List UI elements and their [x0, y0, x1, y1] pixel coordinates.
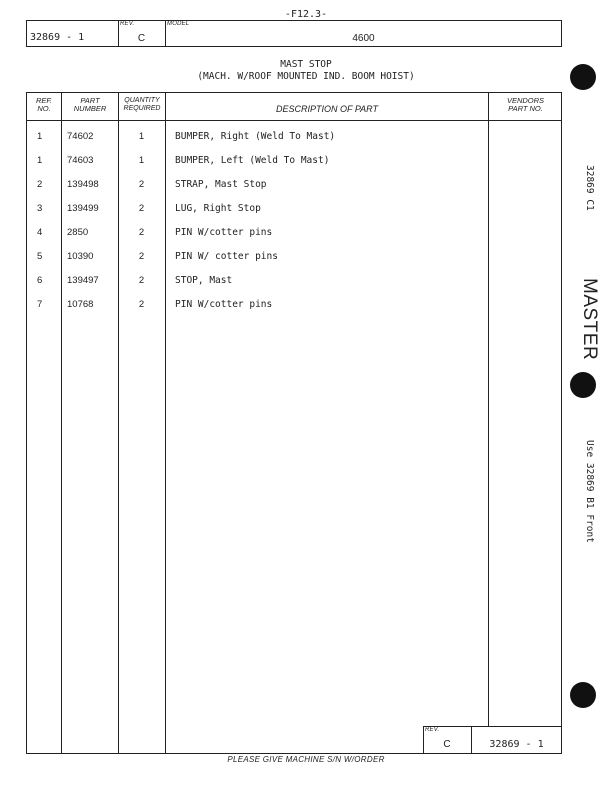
footer-rev-value: C — [443, 739, 451, 750]
row-quantity: 2 — [138, 275, 145, 286]
column-header-ref: REF. NO. — [35, 96, 53, 113]
row-quantity: 2 — [138, 299, 145, 310]
column-header-quantity: QUANTITY REQUIRED — [123, 97, 161, 112]
footer-note-wrap — [0, 749, 612, 767]
margin-note: Use 32869 B1 Front — [584, 440, 595, 543]
row-ref: 1 — [37, 155, 43, 166]
row-ref: 3 — [37, 203, 43, 214]
binder-hole — [570, 64, 596, 90]
page-title: MAST STOP — [280, 59, 332, 70]
row-part-number: 2850 — [67, 227, 89, 238]
row-ref: 1 — [37, 131, 43, 142]
row-quantity: 2 — [138, 251, 145, 262]
row-description: LUG, Right Stop — [175, 203, 261, 214]
row-part-number: 10768 — [67, 299, 94, 310]
binder-hole — [570, 372, 596, 398]
row-quantity: 1 — [138, 155, 145, 166]
row-quantity: 2 — [138, 203, 145, 214]
row-ref: 2 — [37, 179, 43, 190]
footer-doc-number: 32869 - 1 — [489, 739, 544, 750]
row-quantity: 2 — [138, 179, 145, 190]
column-header-vendors: VENDORS PART NO. — [506, 96, 545, 113]
header-rev-value: C — [137, 33, 146, 44]
header-rev-label: REV. — [120, 21, 135, 27]
row-part-number: 74602 — [67, 131, 94, 142]
footer-note: PLEASE GIVE MACHINE S/N W/ORDER — [223, 755, 388, 764]
binder-hole — [570, 682, 596, 708]
header-doc-number: 32869 - 1 — [30, 32, 85, 43]
table-header-rule — [26, 120, 562, 121]
row-quantity: 2 — [138, 227, 145, 238]
column-divider — [165, 92, 166, 754]
master-stamp: MASTER — [579, 278, 600, 361]
row-ref: 4 — [37, 227, 43, 238]
footer-rev-label: REV. — [425, 727, 440, 733]
row-description: STOP, Mast — [175, 275, 233, 286]
row-description: PIN W/ cotter pins — [175, 251, 278, 262]
row-ref: 6 — [37, 275, 43, 286]
row-quantity: 1 — [138, 131, 145, 142]
margin-code: 32869 C1 — [584, 165, 595, 211]
page-reference: -F12.3- — [284, 9, 328, 20]
row-part-number: 10390 — [67, 251, 94, 262]
column-header-description: DESCRIPTION OF PART — [275, 104, 378, 114]
row-part-number: 74603 — [67, 155, 94, 166]
row-description: BUMPER, Right (Weld To Mast) — [175, 131, 336, 142]
column-divider — [488, 92, 489, 754]
row-part-number: 139498 — [67, 179, 99, 190]
row-part-number: 139499 — [67, 203, 99, 214]
row-description: BUMPER, Left (Weld To Mast) — [175, 155, 330, 166]
column-divider — [118, 92, 119, 754]
parts-table — [26, 92, 562, 754]
row-part-number: 139497 — [67, 275, 99, 286]
row-ref: 7 — [37, 299, 43, 310]
row-ref: 5 — [37, 251, 43, 262]
row-description: PIN W/cotter pins — [175, 299, 273, 310]
column-header-part-number: PART NUMBER — [73, 96, 107, 113]
header-model-value: 4600 — [352, 33, 375, 44]
row-description: PIN W/cotter pins — [175, 227, 273, 238]
header-model-label: MODEL — [167, 21, 190, 27]
column-divider — [61, 92, 62, 754]
page-subtitle: (MACH. W/ROOF MOUNTED IND. BOOM HOIST) — [197, 71, 415, 82]
row-description: STRAP, Mast Stop — [175, 179, 267, 190]
